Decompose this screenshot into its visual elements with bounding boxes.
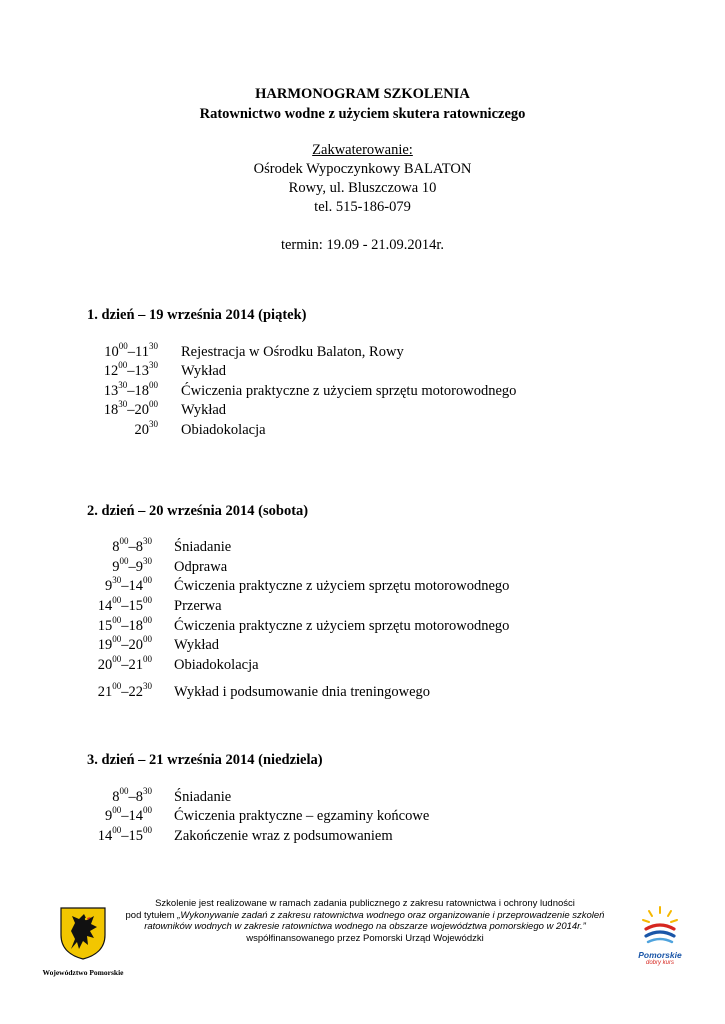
day-1-title: 1. dzień – 19 września 2014 (piątek) bbox=[87, 307, 307, 323]
schedule-time: $19^{00}-20^{00}$ bbox=[97, 634, 152, 653]
end-minutes: 00 bbox=[143, 805, 152, 816]
schedule-time: $12^{00}-13^{30}$ bbox=[103, 360, 158, 379]
end-minutes: 00 bbox=[143, 595, 152, 606]
end-hour: 14 bbox=[128, 808, 143, 824]
funding-note bbox=[120, 898, 610, 944]
funding-line-2 bbox=[120, 910, 610, 922]
funding-line-1: Szkolenie jest realizowane w ramach zadania publicznego z zakresu ratownictwa i ochrony ludności bbox=[155, 898, 575, 909]
end-hour: 22 bbox=[128, 684, 143, 700]
schedule-activity: Przerwa bbox=[174, 598, 222, 614]
schedule-row bbox=[0, 615, 725, 638]
schedule-activity: Wykład bbox=[181, 402, 227, 418]
start-hour: 14 bbox=[97, 598, 113, 614]
right-logo-brand: Pomorskie bbox=[638, 950, 682, 960]
end-minutes: 00 bbox=[143, 634, 152, 645]
training-term: termin: 19.09 - 21.09.2014r. bbox=[280, 237, 445, 253]
schedule-activity: Śniadanie bbox=[174, 539, 232, 555]
end-hour: 15 bbox=[128, 828, 143, 844]
start-minutes: 00 bbox=[112, 805, 122, 816]
end-hour: 20 bbox=[134, 402, 149, 418]
schedule-activity: Ćwiczenia praktyczne z użyciem sprzętu motorowodnego bbox=[174, 618, 510, 634]
start-minutes: 30 bbox=[112, 575, 122, 586]
venue-phone: tel. 515-186-079 bbox=[314, 199, 411, 215]
schedule-time: $10^{00}-11^{30}$ bbox=[104, 341, 158, 360]
schedule-row bbox=[0, 399, 725, 422]
end-minutes: 00 bbox=[143, 825, 152, 836]
schedule-row bbox=[0, 634, 725, 657]
schedule-activity: Obiadokolacja bbox=[174, 657, 259, 673]
start-hour: 19 bbox=[97, 637, 113, 653]
schedule-time: $13^{30}-18^{00}$ bbox=[103, 380, 158, 399]
end-hour: 8 bbox=[135, 539, 143, 555]
schedule-row bbox=[0, 654, 725, 677]
schedule-time: $8^{00}-8^{30}$ bbox=[112, 536, 152, 555]
schedule-time bbox=[134, 419, 159, 439]
schedule-row bbox=[0, 681, 725, 704]
schedule-row bbox=[0, 380, 725, 403]
end-hour: 13 bbox=[134, 363, 149, 379]
schedule-activity: Ćwiczenia praktyczne – egzaminy końcowe bbox=[174, 808, 430, 824]
start-minutes: 00 bbox=[119, 786, 129, 797]
start-hour: 8 bbox=[112, 789, 120, 805]
schedule-time: $14^{00}-15^{00}$ bbox=[97, 825, 152, 844]
schedule-time: $9^{30}-14^{00}$ bbox=[105, 575, 152, 594]
right-logo-slogan: dobry kurs bbox=[645, 960, 674, 966]
document-title: HARMONOGRAM SZKOLENIA bbox=[255, 86, 470, 102]
start-minutes: 00 bbox=[112, 615, 122, 626]
schedule-activity: Ćwiczenia praktyczne z użyciem sprzętu motorowodnego bbox=[181, 383, 517, 399]
start-minutes: 00 bbox=[112, 595, 122, 606]
schedule-row bbox=[0, 556, 725, 579]
schedule-time: $15^{00}-18^{00}$ bbox=[97, 615, 152, 634]
start-minutes: 00 bbox=[112, 681, 122, 692]
schedule-time: $9^{00}-14^{00}$ bbox=[105, 805, 152, 824]
end-minutes: 30 bbox=[143, 786, 152, 797]
start-minutes: 00 bbox=[119, 536, 129, 547]
end-minutes: 30 bbox=[143, 536, 152, 547]
end-minutes: 00 bbox=[143, 575, 152, 586]
start-hour: 9 bbox=[112, 559, 120, 575]
start-minutes: 30 bbox=[118, 380, 128, 391]
schedule-activity: Odprawa bbox=[174, 559, 228, 575]
start-minutes: 00 bbox=[112, 654, 122, 665]
schedule-row bbox=[0, 825, 725, 848]
schedule-activity: Ćwiczenia praktyczne z użyciem sprzętu motorowodnego bbox=[174, 578, 510, 594]
end-minutes: 30 bbox=[143, 556, 152, 567]
pomorskie-brand-logo bbox=[630, 905, 690, 966]
schedule-activity: Wykład i podsumowanie dnia treningowego bbox=[174, 684, 431, 700]
document-subtitle: Ratownictwo wodne z użyciem skutera ratowniczego bbox=[199, 106, 526, 122]
start-hour: 20 bbox=[134, 422, 149, 438]
start-hour: 9 bbox=[105, 578, 113, 594]
start-hour: 20 bbox=[97, 657, 113, 673]
schedule-activity: Wykład bbox=[174, 637, 220, 653]
schedule-time: $9^{00}-9^{30}$ bbox=[112, 556, 152, 575]
funding-line-3: ratowników wodnych w zakresie ratownictwa wodnego na obszarze województwa pomorskiego w 2014r.” bbox=[144, 921, 586, 932]
start-hour: 9 bbox=[105, 808, 113, 824]
venue-address: Rowy, ul. Bluszczowa 10 bbox=[288, 180, 437, 196]
schedule-row bbox=[0, 360, 725, 383]
start-hour: 10 bbox=[104, 344, 119, 360]
end-minutes: 00 bbox=[143, 654, 152, 665]
wojewodztwo-pomorskie-logo bbox=[40, 905, 126, 977]
start-hour: 15 bbox=[97, 618, 113, 634]
start-minutes: 00 bbox=[112, 825, 122, 836]
funding-line-2-italic: „Wykonywanie zadań z zakresu ratownictwa wodnego oraz organizowanie i przeprowadzenie szkoleń bbox=[177, 909, 605, 921]
day-2-title: 2. dzień – 20 września 2014 (sobota) bbox=[87, 503, 309, 519]
end-minutes: 00 bbox=[143, 615, 152, 626]
end-minutes: 30 bbox=[143, 681, 152, 692]
schedule-row bbox=[0, 595, 725, 618]
day-3-title: 3. dzień – 21 września 2014 (niedziela) bbox=[87, 752, 323, 768]
gryphon-coat-of-arms-icon bbox=[57, 905, 109, 961]
end-hour: 11 bbox=[135, 344, 149, 360]
funding-line-2-prefix: pod tytułem bbox=[125, 909, 178, 921]
end-hour: 14 bbox=[128, 578, 143, 594]
end-hour: 15 bbox=[128, 598, 143, 614]
schedule-time: $18^{30}-20^{00}$ bbox=[103, 399, 158, 418]
end-hour: 20 bbox=[128, 637, 143, 653]
schedule-row bbox=[0, 341, 725, 364]
schedule-activity: Wykład bbox=[181, 363, 227, 379]
start-minutes: 30 bbox=[149, 419, 158, 430]
start-hour: 18 bbox=[103, 402, 119, 418]
schedule-time: $21^{00}-22^{30}$ bbox=[97, 681, 152, 700]
end-minutes: 00 bbox=[149, 380, 158, 391]
start-hour: 13 bbox=[103, 383, 119, 399]
end-hour: 18 bbox=[128, 618, 143, 634]
schedule-time: $20^{00}-21^{00}$ bbox=[97, 654, 152, 673]
end-hour: 18 bbox=[134, 383, 149, 399]
start-hour: 8 bbox=[112, 539, 120, 555]
start-minutes: 00 bbox=[118, 341, 128, 352]
schedule-time: $14^{00}-15^{00}$ bbox=[97, 595, 152, 614]
sun-wave-icon bbox=[640, 905, 680, 945]
schedule-row bbox=[0, 805, 725, 828]
end-minutes: 00 bbox=[149, 399, 158, 410]
accommodation-label: Zakwaterowanie: bbox=[312, 142, 413, 158]
schedule-row bbox=[0, 786, 725, 809]
start-hour: 21 bbox=[97, 684, 113, 700]
end-hour: 21 bbox=[128, 657, 143, 673]
start-minutes: 30 bbox=[118, 399, 128, 410]
end-hour: 8 bbox=[135, 789, 143, 805]
start-minutes: 00 bbox=[118, 360, 128, 371]
schedule-row bbox=[0, 419, 725, 442]
schedule-time: $8^{00}-8^{30}$ bbox=[112, 786, 152, 805]
schedule-activity: Obiadokolacja bbox=[181, 422, 266, 438]
schedule-row bbox=[0, 536, 725, 559]
venue-name: Ośrodek Wypoczynkowy BALATON bbox=[253, 161, 472, 177]
start-minutes: 00 bbox=[112, 634, 122, 645]
schedule-row bbox=[0, 575, 725, 598]
start-minutes: 00 bbox=[119, 556, 129, 567]
schedule-activity: Rejestracja w Ośrodku Balaton, Rowy bbox=[181, 344, 404, 360]
end-minutes: 30 bbox=[149, 360, 158, 371]
start-hour: 14 bbox=[97, 828, 113, 844]
funding-line-4: współfinansowanego przez Pomorski Urząd Wojewódzki bbox=[246, 932, 484, 944]
schedule-activity: Zakończenie wraz z podsumowaniem bbox=[174, 828, 393, 844]
end-hour: 9 bbox=[135, 559, 143, 575]
schedule-activity: Śniadanie bbox=[174, 789, 232, 805]
end-minutes: 30 bbox=[149, 341, 158, 352]
left-logo-caption: Województwo Pomorskie bbox=[42, 968, 124, 977]
start-hour: 12 bbox=[103, 363, 119, 379]
